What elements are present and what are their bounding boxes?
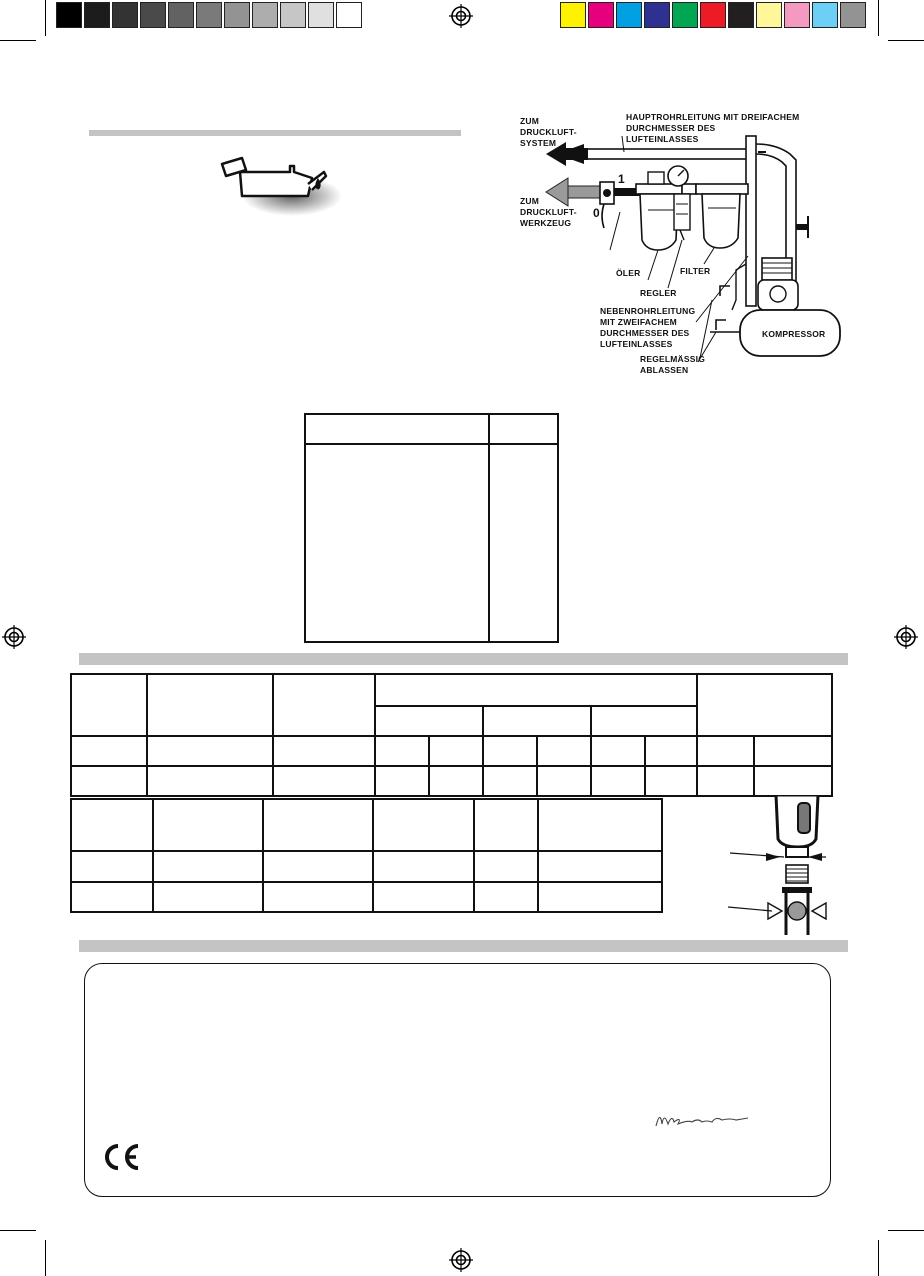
filter-unit [696,184,748,248]
crop-mark [888,40,924,41]
crop-mark [0,40,36,41]
crop-mark [878,1240,879,1276]
color-swatch [728,2,754,28]
label-oeler: ÖLER [616,268,641,278]
arrow-to-tool [546,178,568,206]
technical-data-table [70,673,833,797]
registration-mark-top [449,4,473,28]
riser-valve [796,216,808,238]
section-divider-technical-data [79,653,848,665]
valve-open-label: 1 [618,172,625,186]
tool-connection-illustration [726,795,836,935]
label-filter: FILTER [680,266,711,276]
crop-mark [0,1230,36,1231]
installation-diagram [500,100,860,390]
oil-can-icon [212,150,352,220]
label-nebenrohrleitung: NEBENROHRLEITUNG MIT ZWEIFACHEM DURCHMESSER DES LUFTEINLASSES [600,306,696,349]
color-swatch [784,2,810,28]
label-regelmaessig-ablassen: REGELMÄSSIG ABLASSEN [640,354,706,375]
spec-table-small [304,413,559,643]
section-divider-lubrication [89,130,461,136]
crop-mark [45,1240,46,1276]
crop-mark [45,0,46,36]
signature-graphic [652,1108,752,1132]
color-swatch [616,2,642,28]
color-swatch [756,2,782,28]
color-swatch [840,2,866,28]
secondary-pipe [732,264,746,310]
label-regler: REGLER [640,288,677,298]
label-kompressor: KOMPRESSOR [762,329,826,339]
color-swatch [812,2,838,28]
registration-mark-bottom [449,1248,473,1272]
valve-closed-label: 0 [593,206,600,220]
compressor-unit [710,258,840,356]
label-hauptrohrleitung: HAUPTROHRLEITUNG MIT DREIFACHEM DURCHMESSER DES LUFTEINLASSES [626,112,800,144]
registration-mark-left [2,625,26,649]
connection-table [70,798,663,913]
crop-mark [888,1230,924,1231]
label-zum-werkzeug: ZUM DRUCKLUFT- WERKZEUG [520,196,577,228]
declaration-box [84,963,831,1197]
color-swatch [560,2,586,28]
color-swatch [644,2,670,28]
ce-mark-icon [102,1142,142,1172]
section-divider-declaration [79,940,848,952]
crop-mark [878,0,879,36]
color-swatch [700,2,726,28]
label-zum-system: ZUM DRUCKLUFT- SYSTEM [520,116,577,148]
color-swatch [672,2,698,28]
color-swatch [588,2,614,28]
registration-mark-right [894,625,918,649]
